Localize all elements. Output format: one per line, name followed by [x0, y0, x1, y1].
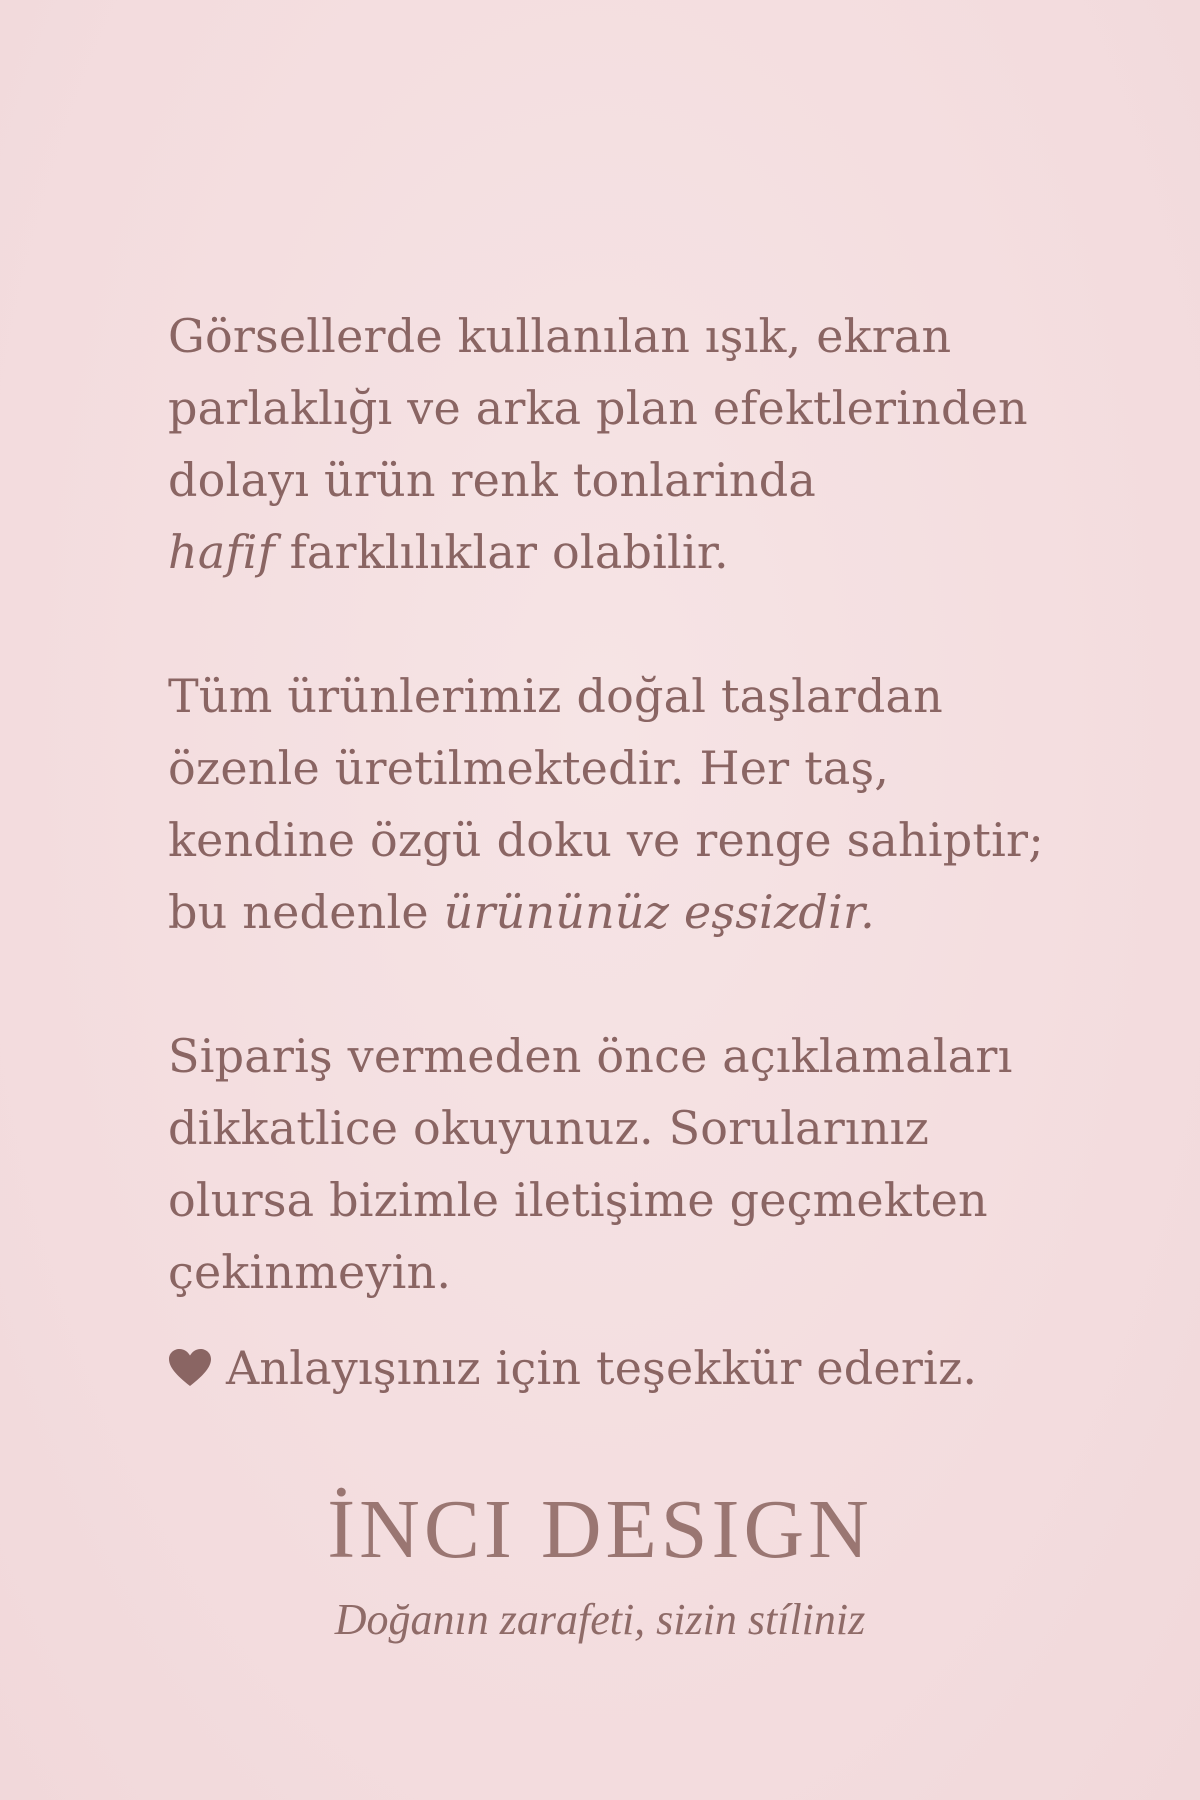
text-line [168, 876, 1068, 948]
brand-tagline: Doğanın zarafeti, sizin stíliniz [334, 1595, 866, 1644]
paragraph-order-advice [168, 1020, 1068, 1308]
text-line: kendine özgü doku ve renge sahiptir; [168, 813, 1044, 867]
text-line: çekinmeyin. [168, 1245, 452, 1299]
italic-emphasis: hafif [168, 525, 275, 579]
text-line: Sipariş vermeden önce açıklamaları [168, 1029, 1013, 1083]
notice-text [168, 300, 1068, 1404]
text-line: Tüm ürünlerimiz doğal taşlardan [168, 669, 943, 723]
heart-icon [168, 1332, 212, 1404]
text-line: dikkatlice okuyunuz. Sorularınız [168, 1101, 930, 1155]
paragraph-lighting-notice [168, 300, 1068, 588]
text-line: özenle üretilmektedir. Her taş, [168, 741, 890, 795]
thanks-line [168, 1332, 1068, 1404]
text-line: Görsellerde kullanılan ışık, ekran [168, 309, 952, 363]
brand-name: İNCI DESIGN [327, 1483, 873, 1576]
paragraph-natural-stones [168, 660, 1068, 948]
text-fragment: bu nedenle [168, 885, 444, 939]
text-line: dolayı ürün renk tonlarinda [168, 453, 816, 507]
text-fragment: farklılıklar olabilir. [274, 525, 729, 579]
text-line [168, 516, 1068, 588]
brand-block [0, 1480, 1200, 1650]
text-line: olursa bizimle iletişime geçmekten [168, 1173, 988, 1227]
thanks-text: Anlayışınız için teşekkür ederiz. [226, 1341, 978, 1395]
text-line: parlaklığı ve arka plan efektlerinden [168, 381, 1028, 435]
italic-emphasis: ürününüz eşsizdir. [443, 885, 875, 939]
